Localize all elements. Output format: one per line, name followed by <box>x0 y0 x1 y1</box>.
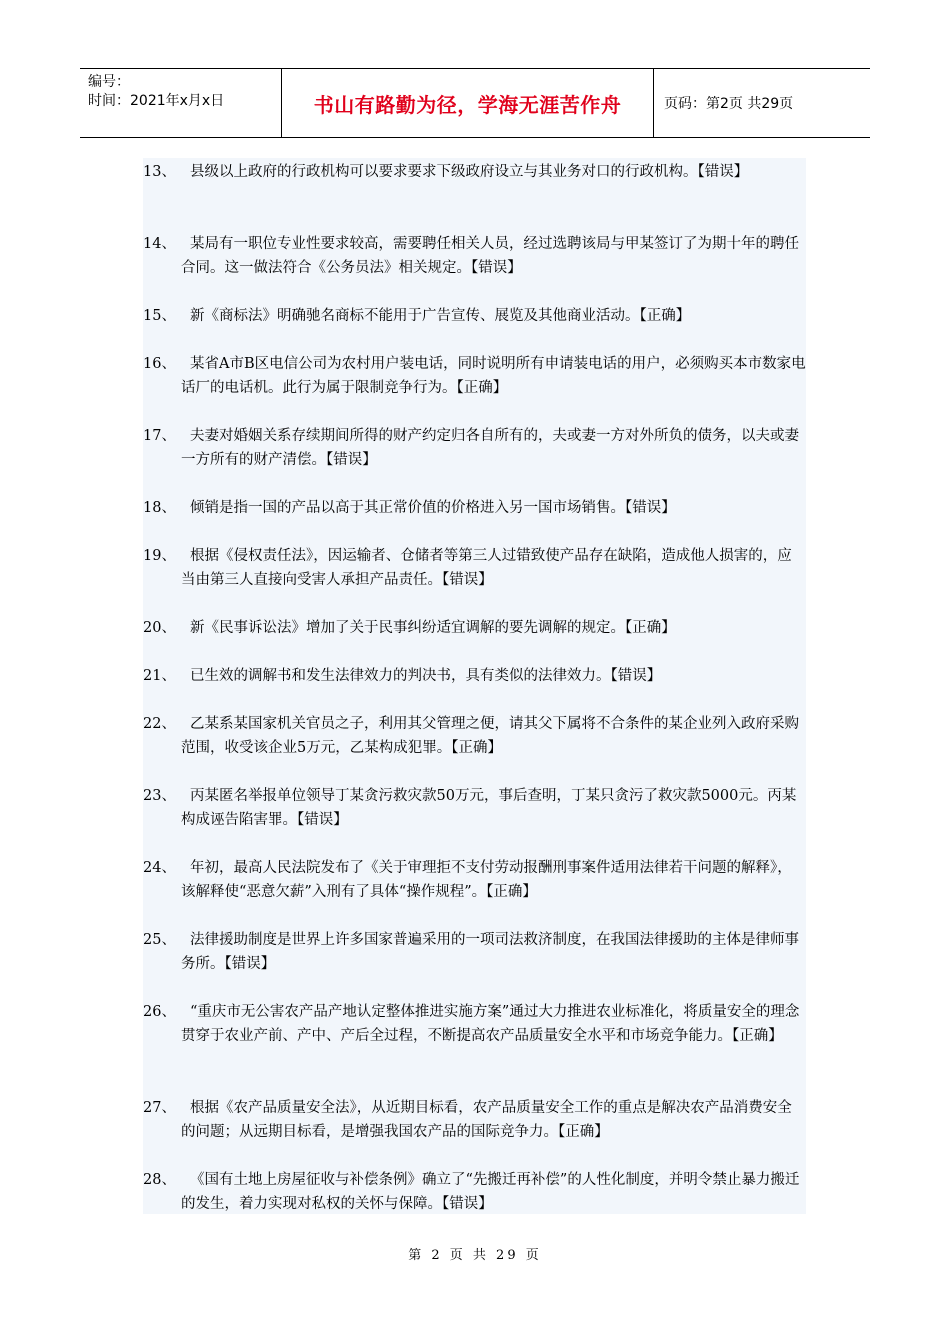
item-number: 19、 <box>143 548 176 564</box>
item-number: 20、 <box>143 620 176 636</box>
item-number: 16、 <box>143 356 176 372</box>
item-number: 13、 <box>143 164 176 180</box>
list-item <box>143 1168 806 1216</box>
item-text: 倾销是指一国的产品以高于其正常价值的价格进入另一国市场销售。【错误】 <box>190 500 676 516</box>
list-item <box>143 616 806 640</box>
list-item <box>143 784 806 832</box>
item-text: 某省A市B区电信公司为农村用户装电话，同时说明所有申请装电话的用户，必须购买本市数家电话厂的电话机。此行为属于限制竞争行为。【正确】 <box>181 356 806 396</box>
document-number-label: 编号： <box>88 74 130 90</box>
item-number: 27、 <box>143 1100 176 1116</box>
page-header <box>80 68 870 138</box>
list-item <box>143 424 806 472</box>
item-text: “重庆市无公害农产品产地认定整体推进实施方案”通过大力推进农业标准化，将质量安全的理念贯穿于农业产前、产中、产后全过程，不断提高农产品质量安全水平和市场竞争能力。【正确】 <box>181 1004 800 1044</box>
item-text: 新《商标法》明确驰名商标不能用于广告宣传、展览及其他商业活动。【正确】 <box>190 308 691 324</box>
item-text: 丙某匿名举报单位领导丁某贪污救灾款50万元，事后查明，丁某只贪污了救灾款5000元。丙某构成诬告陷害罪。【错误】 <box>181 788 797 828</box>
list-item <box>143 232 806 280</box>
list-item <box>143 928 806 976</box>
item-text: 夫妻对婚姻关系存续期间所得的财产约定归各自所有的，夫或妻一方对外所负的债务，以夫或妻一方所有的财产清偿。【错误】 <box>181 428 799 468</box>
question-list <box>143 158 806 1214</box>
list-item <box>143 352 806 400</box>
item-text: 《国有土地上房屋征收与补偿条例》确立了“先搬迁再补偿”的人性化制度，并明令禁止暴力搬迁的发生，着力实现对私权的关怀与保障。【错误】 <box>181 1172 800 1212</box>
item-number: 28、 <box>143 1172 176 1188</box>
item-number: 18、 <box>143 500 176 516</box>
list-item <box>143 304 806 328</box>
item-number: 26、 <box>143 1004 176 1020</box>
item-text: 已生效的调解书和发生法律效力的判决书，具有类似的法律效力。【错误】 <box>190 668 662 684</box>
list-item <box>143 160 806 184</box>
item-number: 14、 <box>143 236 176 252</box>
item-number: 25、 <box>143 932 176 948</box>
item-number: 22、 <box>143 716 176 732</box>
item-number: 21、 <box>143 668 176 684</box>
list-item <box>143 1000 806 1048</box>
item-text: 县级以上政府的行政机构可以要求要求下级政府设立与其业务对口的行政机构。【错误】 <box>190 164 749 180</box>
header-page-info: 页码：第2页 共29页 <box>664 96 794 112</box>
item-number: 24、 <box>143 860 176 876</box>
item-number: 17、 <box>143 428 176 444</box>
header-meta-cell <box>80 69 282 137</box>
list-item <box>143 544 806 592</box>
item-text: 新《民事诉讼法》增加了关于民事纠纷适宜调解的要先调解的规定。【正确】 <box>190 620 676 636</box>
item-text: 根据《农产品质量安全法》，从近期目标看，农产品质量安全工作的重点是解决农产品消费安全的问题；从远期目标看，是增强我国农产品的国际竞争力。【正确】 <box>181 1100 792 1140</box>
header-motto: 书山有路勤为径，学海无涯苦作舟 <box>282 69 654 137</box>
page-footer: 第 2 页 共 29 页 <box>408 1248 542 1263</box>
item-text: 根据《侵权责任法》，因运输者、仓储者等第三人过错致使产品存在缺陷，造成他人损害的，应当由第三人直接向受害人承担产品责任。【错误】 <box>181 548 792 588</box>
list-item <box>143 712 806 760</box>
list-item <box>143 664 806 688</box>
item-text: 法律援助制度是世界上许多国家普遍采用的一项司法救济制度，在我国法律援助的主体是律师事务所。【错误】 <box>181 932 799 972</box>
item-text: 年初，最高人民法院发布了《关于审理拒不支付劳动报酬刑事案件适用法律若干问题的解释》，该解释使“恶意欠薪”入刑有了具体“操作规程”。【正确】 <box>181 860 792 900</box>
item-number: 15、 <box>143 308 176 324</box>
list-item <box>143 496 806 520</box>
list-item <box>143 1096 806 1144</box>
item-number: 23、 <box>143 788 176 804</box>
list-item <box>143 856 806 904</box>
item-text: 某局有一职位专业性要求较高，需要聘任相关人员，经过选聘该局与甲某签订了为期十年的聘任合同。这一做法符合《公务员法》相关规定。【错误】 <box>181 236 799 276</box>
item-text: 乙某系某国家机关官员之子，利用其父管理之便，请其父下属将不合条件的某企业列入政府采购范围，收受该企业5万元，乙某构成犯罪。【正确】 <box>181 716 799 756</box>
document-time-label: 时间：2021年x月x日 <box>88 93 225 109</box>
